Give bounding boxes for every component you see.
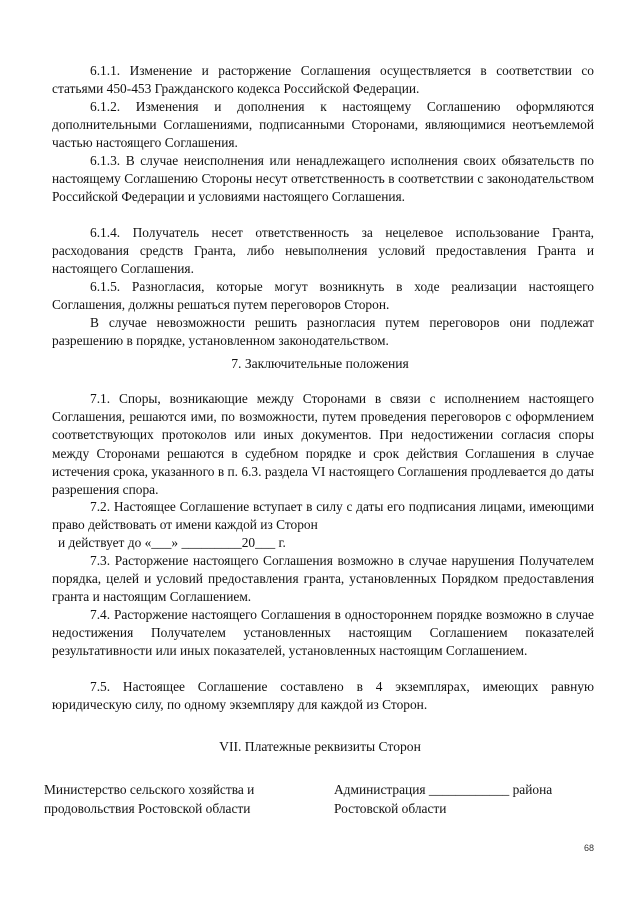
party-administration-line-2: Ростовской области	[334, 800, 447, 816]
clause-6-1-4: 6.1.4. Получатель несет ответственность за нецелевое использование Гранта, расходования средств Гранта, либо невыполнения условий предоставления Гранта и настоящего Соглашения.	[52, 225, 594, 277]
clause-6-1-3: 6.1.3. В случае неисполнения или ненадлежащего исполнения своих обязательств по настоящему Соглашению Стороны несут ответственность в соответствии с законодательством Российской Федерации и условиями настоящего Соглашения.	[52, 153, 594, 205]
party-administration	[334, 781, 552, 818]
clause-7-5: 7.5. Настоящее Соглашение составлено в 4 экземплярах, имеющих равную юридическую силу, по одному экземпляру для каждой из Сторон.	[52, 679, 594, 713]
clause-6-1-1: 6.1.1. Изменение и расторжение Соглашения осуществляется в соответствии со статьями 450-453 Гражданского кодекса Российской Федерации.	[52, 63, 594, 97]
clause-6-1-5: 6.1.5. Разногласия, которые могут возникнуть в ходе реализации настоящего Соглашения, должны решаться путем переговоров Сторон.	[52, 279, 594, 313]
section-7-heading: 7. Заключительные положения	[231, 356, 409, 371]
clause-7-2-validity-date: и действует до «___» _________20___ г.	[58, 535, 286, 550]
section-vii-heading: VII. Платежные реквизиты Сторон	[219, 739, 421, 754]
party-ministry	[44, 781, 254, 818]
party-administration-line-1: Администрация ____________ района	[334, 782, 553, 797]
party-ministry-line-2: продовольствия Ростовской области	[44, 800, 251, 816]
clause-7-3: 7.3. Расторжение настоящего Соглашения возможно в случае нарушения Получателем порядка, целей и условий предоставления гранта, установленных Порядком предоставления гранта и настоящим Соглашением.	[52, 553, 594, 605]
clause-6-1-2: 6.1.2. Изменения и дополнения к настоящему Соглашению оформляются дополнительными Соглашениями, подписанными Сторонами, являющимися неотъемлемой частью настоящего Соглашения.	[52, 99, 594, 151]
clause-7-4: 7.4. Расторжение настоящего Соглашения в одностороннем порядке возможно в случае недостижения Получателем установленных настоящим Соглашением показателей результативности или иных показателей, установленных настоящим Соглашением.	[52, 607, 594, 659]
clause-6-1-5-continuation: В случае невозможности решить разногласия путем переговоров они подлежат разрешению в порядке, установленном законодательством.	[52, 315, 594, 349]
clause-7-2: 7.2. Настоящее Соглашение вступает в силу с даты его подписания лицами, имеющими право действовать от имени каждой из Сторон	[52, 499, 594, 533]
clause-7-1: 7.1. Споры, возникающие между Сторонами в связи с исполнением настоящего Соглашения, решаются ими, по возможности, путем проведения переговоров с оформлением соответствующих протоколов или иных документов. При недостижении согласия споры между Сторонами решаются в судебном порядке и срок действия Соглашения в случае истечения срока, указанного в п. 6.3. раздела VI настоящего Соглашения продлевается до даты разрешения спора.	[52, 391, 594, 498]
page-number: 68	[584, 843, 595, 853]
party-ministry-line-1: Министерство сельского хозяйства и	[44, 782, 255, 797]
